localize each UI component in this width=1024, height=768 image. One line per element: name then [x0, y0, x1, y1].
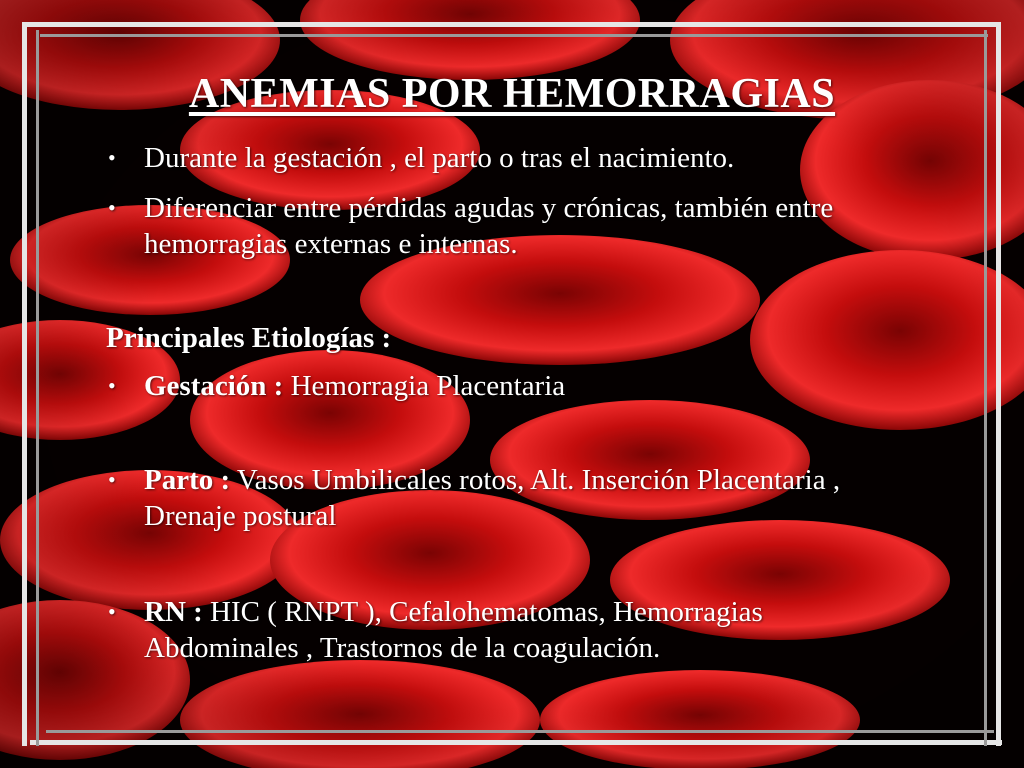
bullet-dot-icon: • [108, 373, 116, 398]
intro-bullet-text: Diferenciar entre pérdidas agudas y crónicas, también entre hemorragias externas e internas. [144, 192, 834, 260]
intro-bullet-1 [108, 140, 908, 176]
etiology-text: Hemorragia Placentaria [283, 370, 566, 402]
slide-title: ANEMIAS POR HEMORRAGIAS [188, 71, 836, 117]
etiology-item-parto [108, 462, 908, 534]
etiology-label: Parto : [144, 464, 231, 496]
etiology-item-gestacion [108, 368, 908, 404]
intro-bullet-text: Durante la gestación , el parto o tras el nacimiento. [144, 142, 735, 174]
etiology-label: RN : [144, 596, 203, 628]
intro-bullet-2 [108, 190, 908, 262]
etiology-text: Vasos Umbilicales rotos, Alt. Inserción Placentaria , Drenaje postural [144, 464, 841, 532]
bullet-dot-icon: • [108, 195, 116, 220]
bullet-dot-icon: • [108, 599, 116, 624]
bullet-dot-icon: • [108, 467, 116, 492]
etiology-text: HIC ( RNPT ), Cefalohematomas, Hemorragias Abdominales , Trastornos de la coagulación. [144, 596, 763, 664]
etiology-label: Gestación : [144, 370, 284, 402]
section-heading: Principales Etiologías : [106, 322, 392, 354]
etiology-item-rn [108, 594, 868, 666]
bullet-dot-icon: • [108, 145, 116, 170]
